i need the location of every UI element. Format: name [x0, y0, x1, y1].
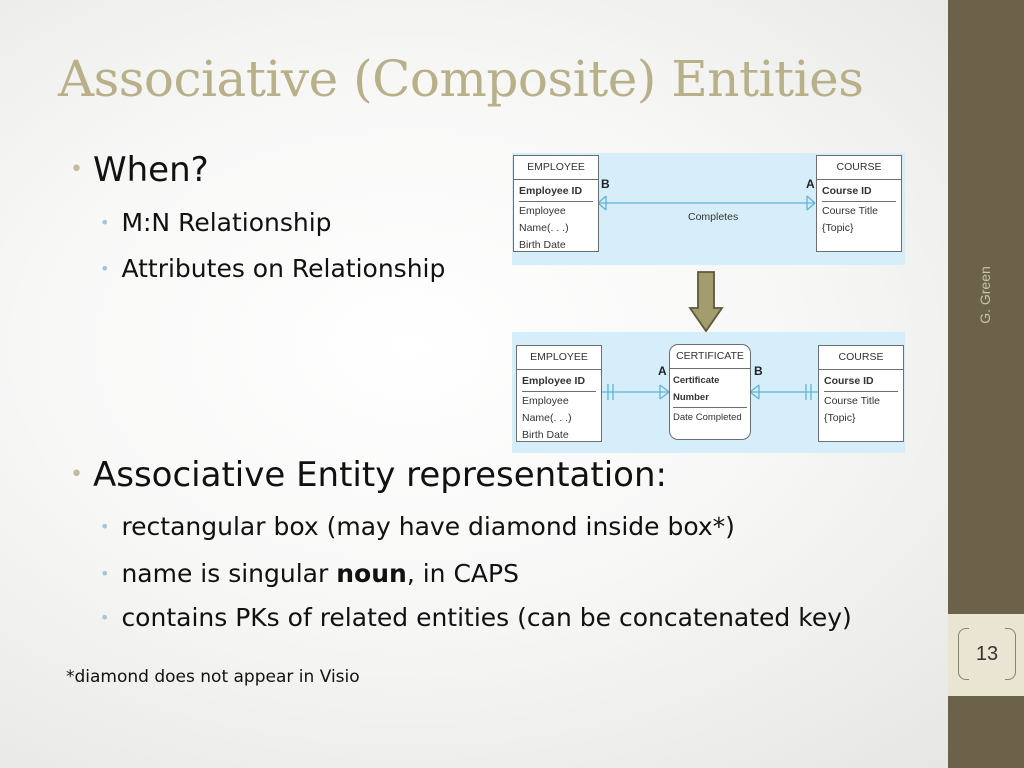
sub-bullet-text-bold: noun — [336, 559, 407, 588]
entity-name: COURSE — [817, 156, 901, 180]
slide-title: Associative (Composite) Entities — [58, 50, 864, 108]
entity-name: CERTIFICATE — [670, 345, 750, 369]
entity-attr: {Topic} — [822, 222, 854, 234]
entity-pk: Employee ID — [522, 373, 596, 392]
relationship-name: Completes — [688, 211, 739, 223]
bullet-dot: • — [70, 462, 83, 487]
entity-attr: Employee Name(. . .) — [519, 205, 569, 234]
entity-attr: Date Completed — [673, 412, 742, 423]
author-label — [960, 255, 1010, 335]
cardinality-label-b: B — [601, 177, 610, 191]
entity-pk: Employee ID — [519, 183, 593, 202]
entity-pk: Course ID — [822, 183, 896, 202]
entity-attr: Course Title — [822, 205, 879, 217]
bullet-dot: • — [100, 608, 110, 627]
bullet-representation-text: Associative Entity representation: — [92, 455, 667, 495]
er-diagram-associative — [512, 332, 905, 453]
bullet-dot: • — [100, 517, 110, 536]
cardinality-label-b: B — [754, 364, 763, 378]
sub-bullet-text: M:N Relationship — [121, 208, 332, 237]
sub-bullet-text-pre: name is singular — [121, 559, 337, 588]
author-text: G. Green — [977, 266, 993, 324]
entity-pk: Certificate Number — [673, 372, 747, 408]
entity-attr: Birth Date — [519, 239, 566, 251]
entity-attr: Course Title — [824, 395, 881, 407]
entity-employee — [516, 345, 602, 442]
entity-attr: Birth Date — [522, 429, 569, 441]
bullet-when-text: When? — [92, 150, 209, 190]
sub-bullet-noun — [100, 559, 519, 588]
entity-pk: Course ID — [824, 373, 898, 392]
page-number: 13 — [975, 642, 999, 665]
bullet-dot: • — [100, 259, 110, 278]
er-diagram-mn — [512, 153, 905, 265]
cardinality-label-a: A — [806, 177, 815, 191]
sub-bullet-text: Attributes on Relationship — [121, 254, 446, 283]
entity-employee — [513, 155, 599, 252]
entity-course — [818, 345, 904, 442]
footnote: *diamond does not appear in Visio — [66, 667, 360, 687]
entity-attr: {Topic} — [824, 412, 856, 424]
sub-bullet-text: rectangular box (may have diamond inside box*) — [121, 512, 735, 541]
bullet-when — [70, 150, 209, 190]
sub-bullet-attributes — [100, 254, 445, 283]
entity-course — [816, 155, 902, 252]
down-arrow-icon — [688, 270, 724, 334]
sub-bullet-box — [100, 512, 735, 541]
sub-bullet-mn — [100, 208, 332, 237]
entity-name: COURSE — [819, 346, 903, 370]
page-number-frame — [958, 628, 1016, 680]
bullet-dot: • — [70, 157, 83, 182]
sub-bullet-text-post: , in CAPS — [406, 559, 519, 588]
bullet-representation — [70, 455, 667, 495]
sub-bullet-text: contains PKs of related entities (can be concatenated key) — [121, 603, 852, 632]
entity-certificate — [669, 344, 751, 440]
entity-attr: Employee Name(. . .) — [522, 395, 572, 424]
entity-name: EMPLOYEE — [517, 346, 601, 370]
entity-name: EMPLOYEE — [514, 156, 598, 180]
bullet-dot: • — [100, 564, 110, 583]
cardinality-label-a: A — [658, 364, 667, 378]
sub-bullet-pks — [100, 603, 852, 632]
bullet-dot: • — [100, 213, 110, 232]
